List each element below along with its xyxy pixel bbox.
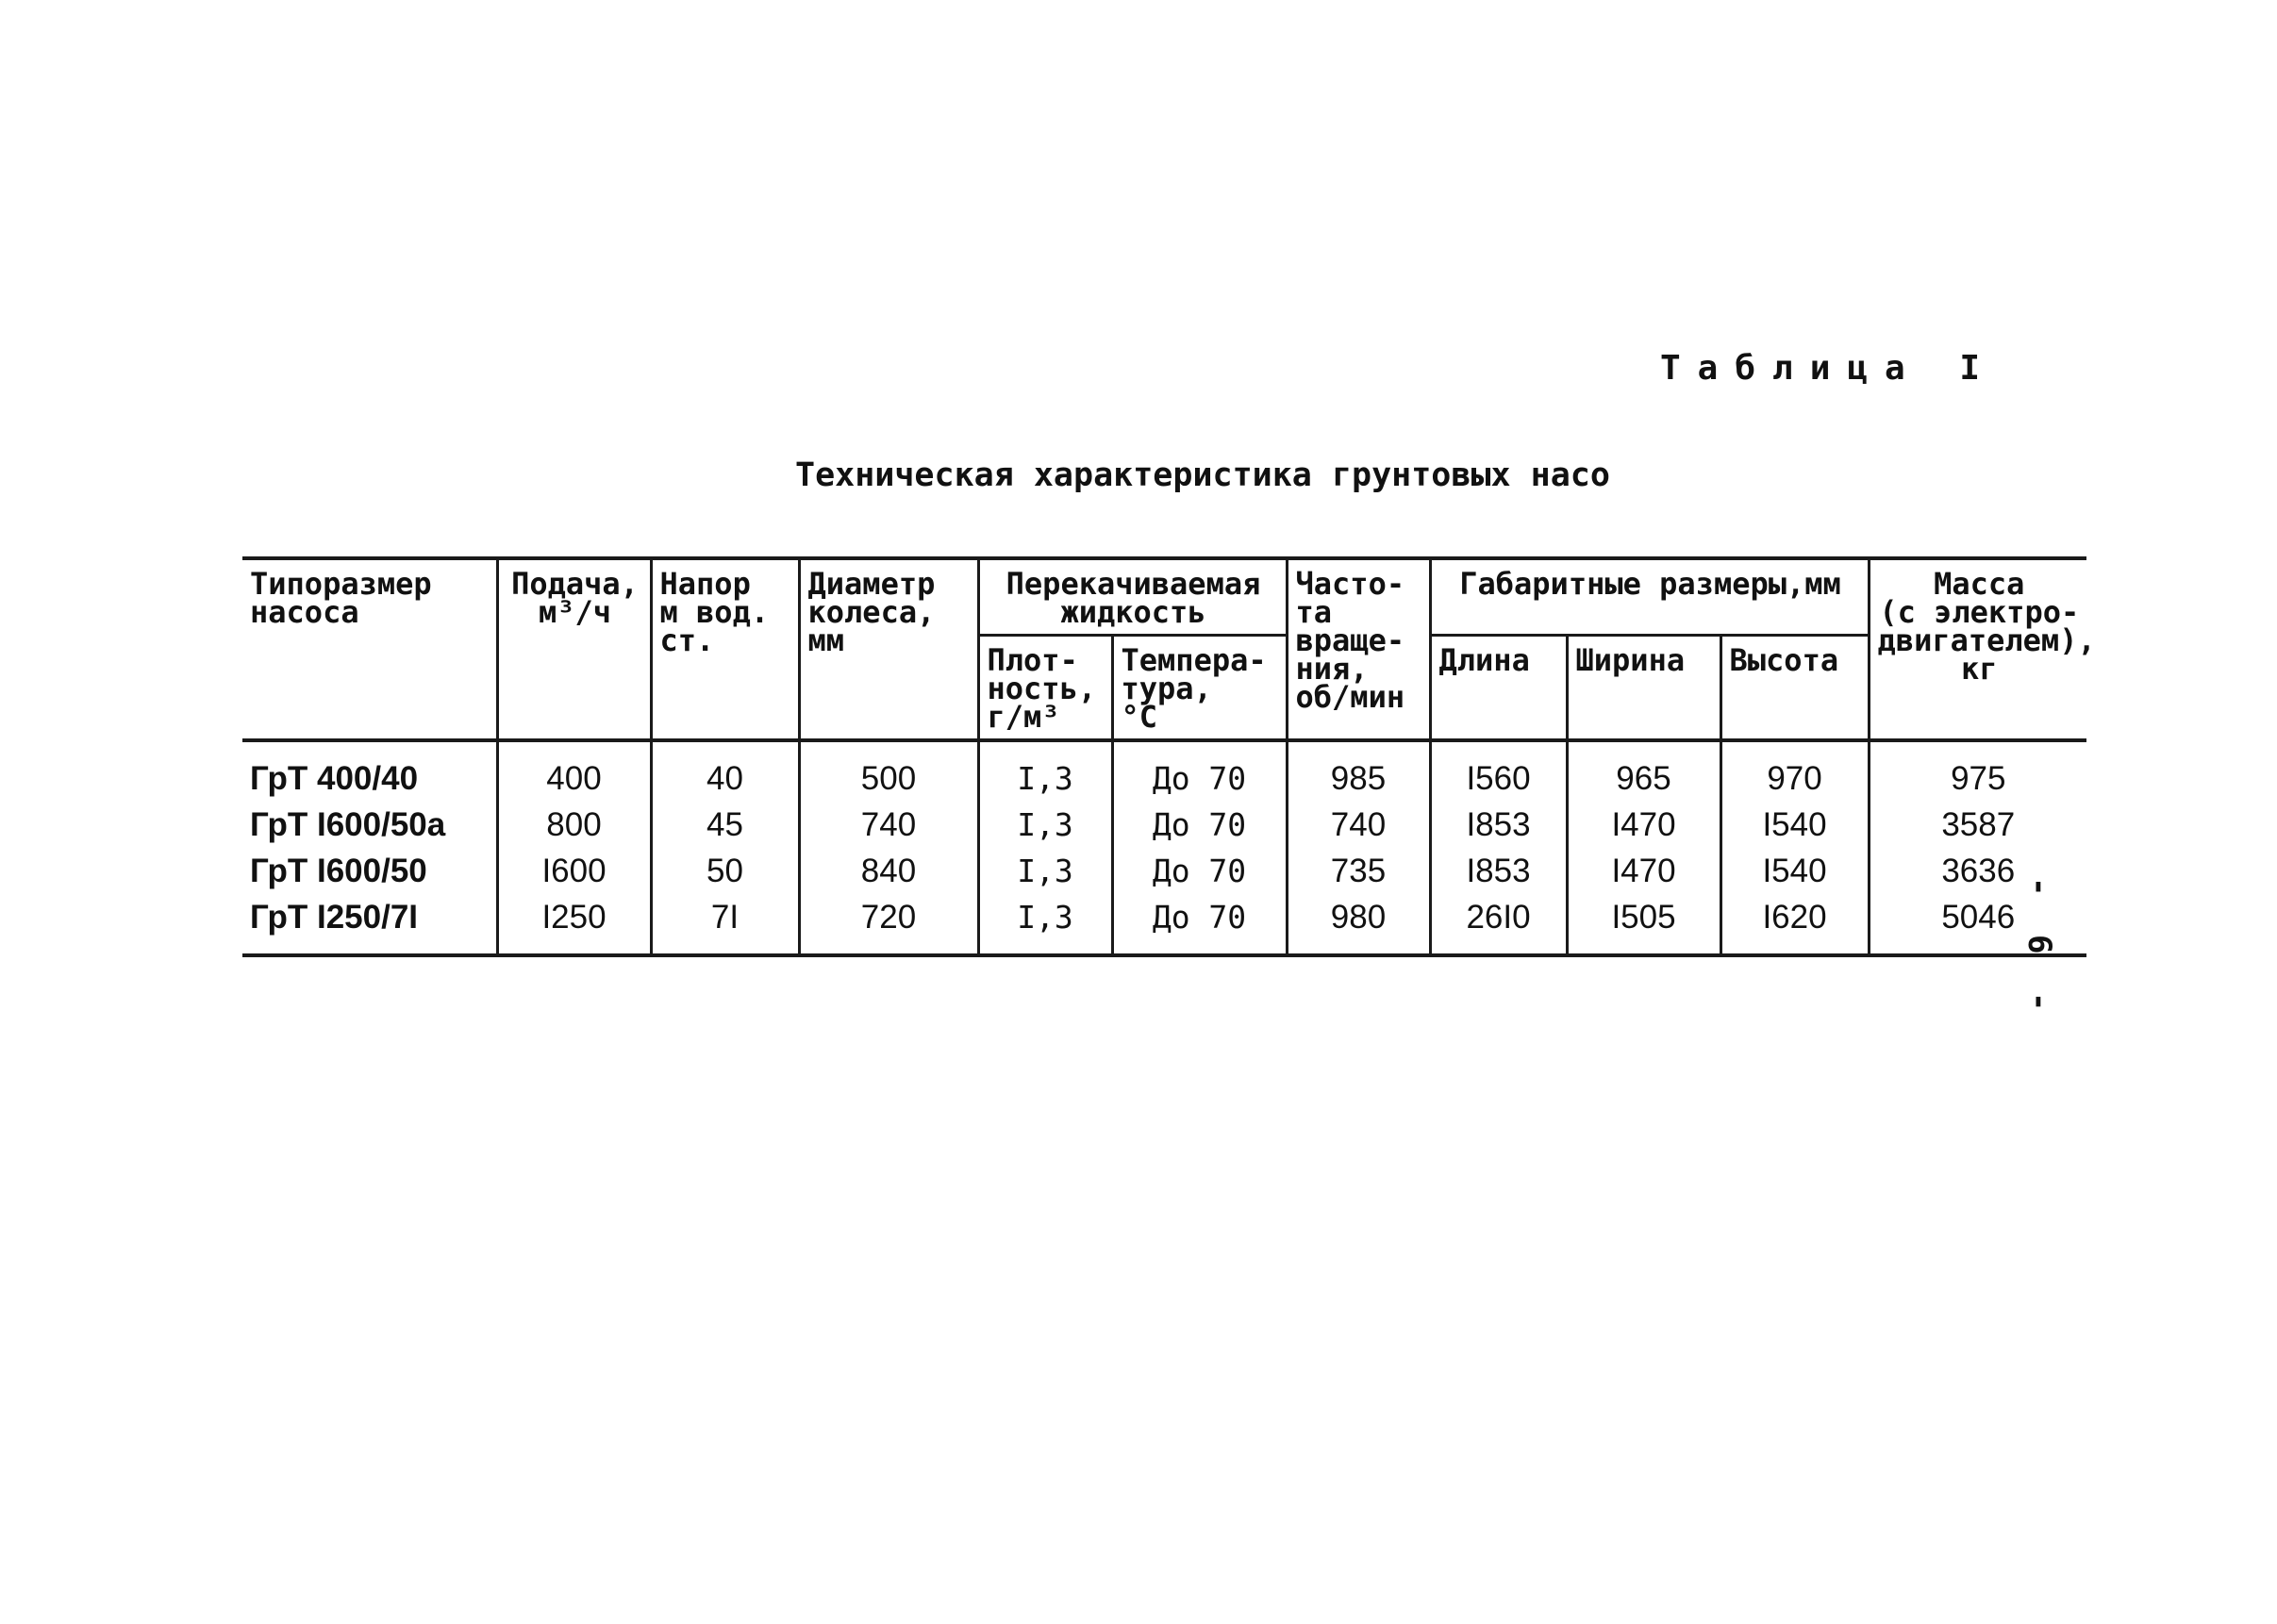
cell-flow: 400: [497, 740, 651, 802]
table-row: [242, 740, 2086, 802]
cell-impeller: 720: [799, 894, 978, 955]
cell-model: ГрТ I250/7I: [242, 894, 497, 955]
cell-temperature: До 70: [1112, 894, 1287, 955]
cell-density: I,3: [978, 740, 1112, 802]
cell-temperature: До 70: [1112, 848, 1287, 894]
header-model: Типоразмер насоса: [242, 558, 497, 740]
cell-flow: I600: [497, 848, 651, 894]
header-density: Плот- ность, г/м³: [978, 636, 1112, 741]
cell-mass: 3636: [1869, 848, 2086, 894]
cell-density: I,3: [978, 848, 1112, 894]
header-pumped-liquid: Перекачиваемая жидкость: [978, 558, 1287, 636]
cell-density: I,3: [978, 802, 1112, 848]
header-width: Ширина: [1567, 636, 1720, 741]
cell-length: 26I0: [1430, 894, 1567, 955]
cell-impeller: 740: [799, 802, 978, 848]
header-height: Высота: [1720, 636, 1869, 741]
header-temperature: Темпера- тура, °С: [1112, 636, 1287, 741]
header-impeller-diameter: Диаметр колеса, мм: [799, 558, 978, 740]
cell-impeller: 840: [799, 848, 978, 894]
cell-speed: 985: [1287, 740, 1430, 802]
cell-width: I505: [1567, 894, 1720, 955]
cell-mass: 975: [1869, 740, 2086, 802]
cell-temperature: До 70: [1112, 802, 1287, 848]
header-head: Напор м вод. ст.: [651, 558, 799, 740]
cell-length: I853: [1430, 802, 1567, 848]
cell-model: ГрТ 400/40: [242, 740, 497, 802]
cell-mass: 5046: [1869, 894, 2086, 955]
cell-flow: I250: [497, 894, 651, 955]
cell-model: ГрТ I600/50: [242, 848, 497, 894]
header-mass: Масса (с электро- двигателем), кг: [1869, 558, 2086, 740]
cell-head: 7I: [651, 894, 799, 955]
pump-spec-table: [242, 556, 2096, 957]
cell-temperature: До 70: [1112, 740, 1287, 802]
cell-speed: 980: [1287, 894, 1430, 955]
header-flow: Подача, м³/ч: [497, 558, 651, 740]
page-number: - 6 -: [2020, 877, 2058, 1021]
cell-model: ГрТ I600/50а: [242, 802, 497, 848]
cell-speed: 735: [1287, 848, 1430, 894]
cell-height: I540: [1720, 802, 1869, 848]
cell-length: I853: [1430, 848, 1567, 894]
cell-speed: 740: [1287, 802, 1430, 848]
cell-head: 40: [651, 740, 799, 802]
cell-mass: 3587: [1869, 802, 2086, 848]
cell-impeller: 500: [799, 740, 978, 802]
cell-height: 970: [1720, 740, 1869, 802]
table-row: [242, 894, 2086, 955]
cell-height: I620: [1720, 894, 1869, 955]
cell-width: I470: [1567, 802, 1720, 848]
table-label: Таблица I: [1660, 349, 1998, 388]
header-length: Длина: [1430, 636, 1567, 741]
cell-head: 50: [651, 848, 799, 894]
cell-width: I470: [1567, 848, 1720, 894]
table-title: Техническая характеристика грунтовых насо: [795, 456, 1610, 494]
table-row: [242, 802, 2086, 848]
cell-height: I540: [1720, 848, 1869, 894]
cell-flow: 800: [497, 802, 651, 848]
header-rotation-speed: Часто- та враще- ния, об/мин: [1287, 558, 1430, 740]
header-overall-dimensions: Габаритные размеры,мм: [1430, 558, 1869, 636]
cell-head: 45: [651, 802, 799, 848]
cell-length: I560: [1430, 740, 1567, 802]
cell-density: I,3: [978, 894, 1112, 955]
table-row: [242, 848, 2086, 894]
cell-width: 965: [1567, 740, 1720, 802]
